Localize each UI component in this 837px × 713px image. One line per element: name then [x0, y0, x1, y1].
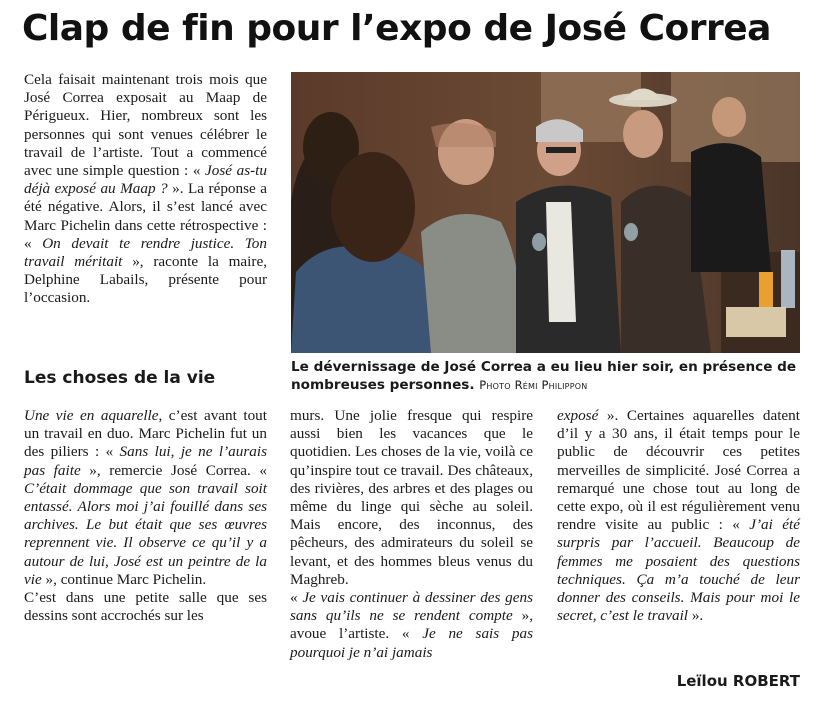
photo-caption [291, 359, 803, 394]
text-run: ». La réponse a été négative. Alors, il s’est lancé avec Marc Pichelin dans cette rétrospective : « [24, 180, 267, 252]
col3-paragraph [557, 407, 800, 625]
col2-paragraph-2 [290, 589, 533, 662]
body-column-1 [24, 407, 267, 625]
quote-run: Je ne sais pas pourquoi je n’ai jamais [290, 625, 533, 661]
text-run: Cela faisait maintenant trois mois que José Correa exposait au Maap de Périgueux. Hier, nombreux sont les personnes qui sont venues célébrer le travail de l’artiste. Tout a commencé avec une simple question : « [24, 71, 267, 180]
quote-run: Une vie en aquarelle [24, 407, 159, 424]
quote-run: On devait te rendre justice. Ton travail méritait [24, 234, 267, 271]
text-run: », avoue l’artiste. « [290, 607, 533, 643]
intro-text [24, 71, 267, 308]
text-run: », raconte la maire, Delphine Labails, présente pour l’occasion. [24, 253, 267, 307]
event-photo [291, 72, 800, 353]
text-run: ». Certaines aquarelles datent d’il y a 30 ans, il était temps pour le public de découvrir ces petites merveilles de simplicité. José Correa a remarqué une chose tout au long de cette expo, où il est régulièrement venu rendre visite au public : « [557, 407, 800, 534]
quote-run: Je vais continuer à dessiner des gens sans qu’ils ne se rendent compte [290, 589, 534, 625]
quote-run: José as-tu déjà exposé au Maap ? [24, 162, 267, 198]
author-byline: Leïlou ROBERT [676, 672, 800, 690]
quote-run: Sans lui, je ne l’aurais pas faite [24, 443, 267, 479]
text-run: « [290, 589, 303, 607]
col1-paragraph-2: C’est dans une petite salle que ses dessins sont accrochés sur les [24, 589, 267, 625]
text-run: », remercie José Correa. « [80, 461, 267, 479]
intro-paragraph [24, 71, 267, 308]
col2-paragraph [290, 407, 533, 589]
body-column-2 [290, 407, 533, 662]
quote-run: J’ai été surpris par l’accueil. Beaucoup de femmes me posaient des questions techniques. Ça m’a touché de leur donner des conseils. Mais pour moi le secret, c’est le travail [557, 516, 800, 625]
article-headline: Clap de fin pour l’expo de José Correa [22, 8, 771, 49]
caption-text: Le dévernissage de José Correa a eu lieu hier soir, en présence de nombreuses personnes. [291, 359, 797, 393]
body-column-3 [557, 407, 800, 625]
photo-illustration [291, 72, 800, 353]
text-run: ». [688, 607, 704, 625]
col1-paragraph [24, 407, 267, 589]
text-run: , c’est avant tout un travail en duo. Marc Pichelin fut un des piliers : « [24, 407, 267, 461]
quote-run: C’était dommage que son travail soit entassé. Alors moi j’ai fouillé dans ses archives. Le but était que ses œuvres reprennent vie. Il observe ce qu’il y a autour de lui, José est un peintre de la vie [24, 479, 267, 588]
text-run: », continue Marc Pichelin. [41, 570, 207, 588]
quote-run: exposé [557, 407, 599, 424]
text-run: murs. Une jolie fresque qui respire aussi bien les vacances que le quotidien. Les choses de la vie, voilà ce qu’inspire tout ce travail. Des châteaux, des rivières, des arbres et des plages ou même du linge qui sèche au soleil. Mais encore, des inconnus, des pêcheurs, des admirateurs du soleil se levant, et des hommes bleus venus du Maghreb. [290, 407, 533, 588]
section-subheading: Les choses de la vie [24, 368, 216, 388]
photo-credit: Photo Rémi Philippon [479, 377, 588, 392]
